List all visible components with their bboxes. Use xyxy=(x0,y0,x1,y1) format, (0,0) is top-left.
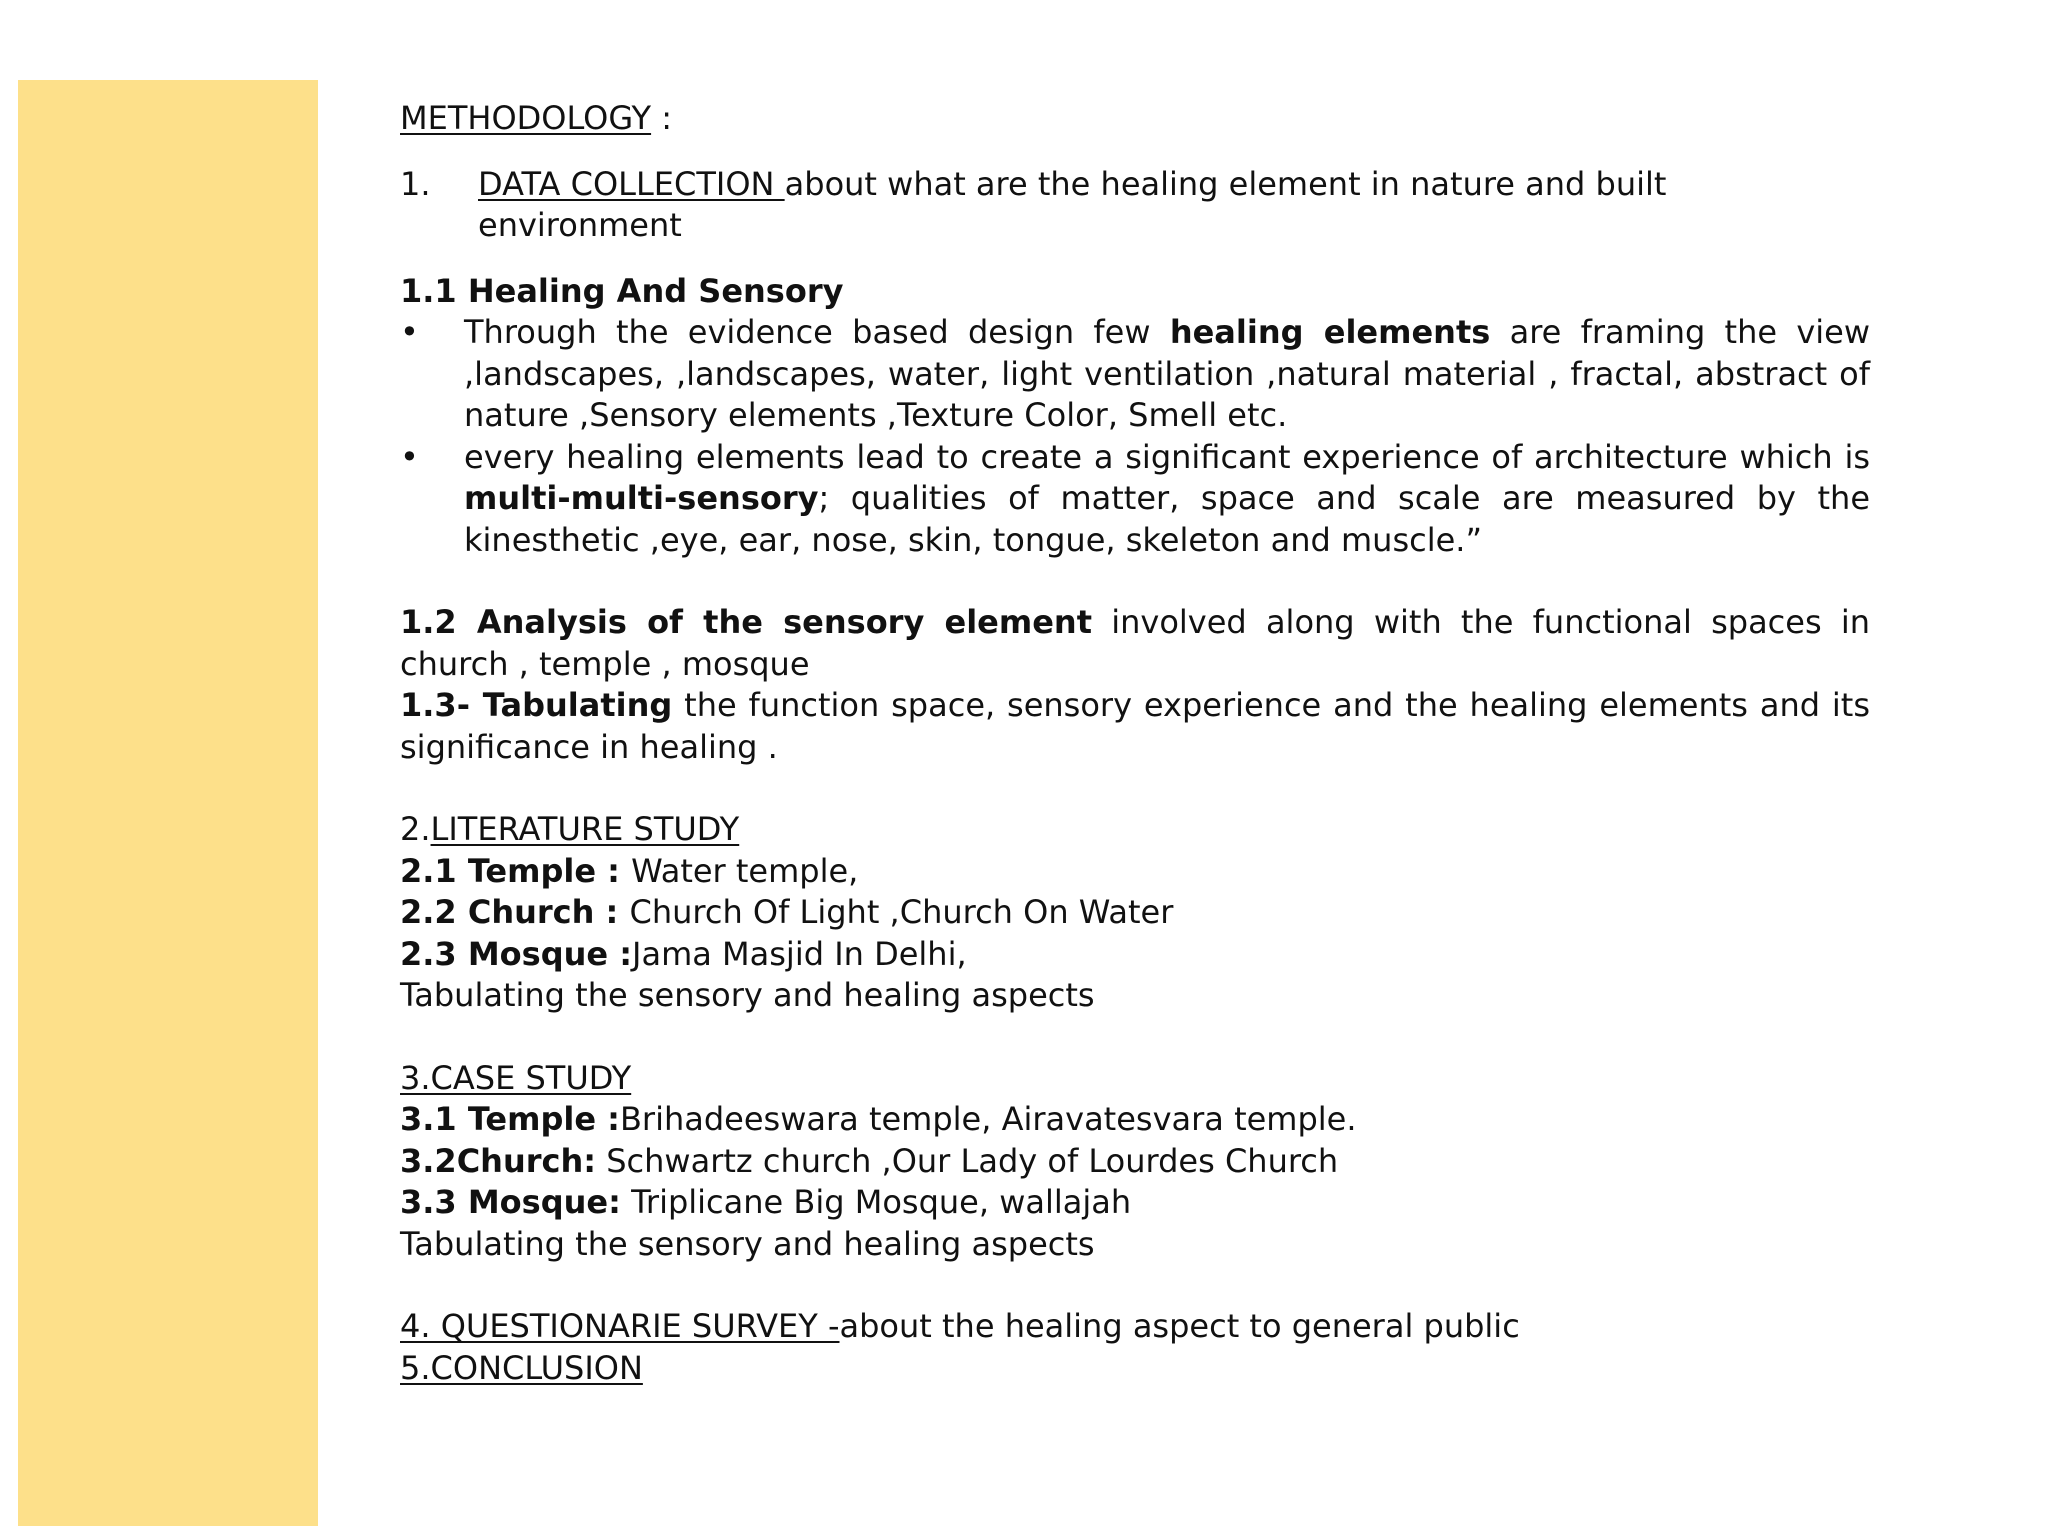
list-item xyxy=(400,1182,1870,1224)
subsection-1-3 xyxy=(400,685,1870,768)
item-label: 3.2Church: xyxy=(400,1141,597,1180)
list-item xyxy=(400,1099,1870,1141)
bullet-marker: • xyxy=(400,313,419,351)
section-4 xyxy=(400,1306,1870,1348)
methodology-heading xyxy=(400,98,1870,140)
item-label: 2.1 Temple : xyxy=(400,851,632,890)
section-1-title: DATA COLLECTION xyxy=(478,164,785,203)
item-text: Water temple, xyxy=(631,851,859,890)
item-text: Triplicane Big Mosque, wallajah xyxy=(620,1183,1132,1221)
heading-suffix: : xyxy=(651,99,673,137)
side-accent-band xyxy=(18,80,318,1526)
section-2-title: LITERATURE STUDY xyxy=(430,810,740,848)
list-item xyxy=(400,851,1870,893)
item-label: 3.3 Mosque: xyxy=(400,1183,621,1221)
bullet-marker: • xyxy=(400,437,419,476)
subsection-1-3-text: the function space, sensory experience and the healing elements and its significance in healing . xyxy=(400,686,1871,766)
section-5-title: 5.CONCLUSION xyxy=(400,1348,643,1387)
bullet-text: ; qualities of matter, space and scale are measured by the kinesthetic ,eye, ear, nose, skin, tongue, skeleton and muscle.” xyxy=(464,479,1870,559)
section-1-description: about what are the healing element in nature and built environment xyxy=(478,164,1667,244)
section-3-heading xyxy=(400,1058,1870,1100)
bullet-text: every healing elements lead to create a significant experience of architecture which is xyxy=(464,437,1870,476)
bullet-text: Through the evidence based design few xyxy=(464,313,1170,351)
item-text: Brihadeeswara temple, Airavatesvara temple. xyxy=(619,1100,1357,1138)
item-label: 2.3 Mosque : xyxy=(400,934,633,973)
section-1-heading xyxy=(400,164,1870,247)
bullet-bold-term: healing elements xyxy=(1169,313,1491,351)
list-item xyxy=(400,934,1870,976)
subsection-1-1-title: 1.1 Healing And Sensory xyxy=(400,271,844,310)
item-text: Jama Masjid In Delhi, xyxy=(632,934,967,973)
methodology-content xyxy=(400,98,1870,1389)
section-2-footer: Tabulating the sensory and healing aspects xyxy=(400,976,1095,1014)
subsection-1-2-title: 1.2 Analysis of the sensory element xyxy=(400,603,1093,641)
section-2-number: 2. xyxy=(400,810,431,848)
section-5 xyxy=(400,1348,1870,1390)
bullet-item xyxy=(400,312,1870,437)
section-3-footer: Tabulating the sensory and healing aspects xyxy=(400,1224,1095,1263)
bullet-text: are framing the view ,landscapes, ,landscapes, water, light ventilation ,natural material , fractal, abstract of nature ,Sensory elements ,Texture Color, Smell etc. xyxy=(464,313,1871,434)
section-2-heading xyxy=(400,809,1870,851)
section-4-text: about the healing aspect to general public xyxy=(839,1307,1520,1345)
list-item xyxy=(400,1141,1870,1183)
item-label: 3.1 Temple : xyxy=(400,1100,620,1138)
item-label: 2.2 Church : xyxy=(400,893,630,931)
section-1-number: 1. xyxy=(400,164,431,203)
item-text: Schwartz church ,Our Lady of Lourdes Church xyxy=(596,1141,1339,1180)
subsection-1-2-text: involved along with the functional spaces in church , temple , mosque xyxy=(400,603,1871,683)
heading-label: METHODOLOGY xyxy=(400,99,652,137)
section-4-title: 4. QUESTIONARIE SURVEY - xyxy=(400,1307,840,1345)
list-item xyxy=(400,892,1870,934)
subsection-1-1-bullets xyxy=(400,312,1870,561)
subsection-1-2 xyxy=(400,602,1870,685)
item-text: Church Of Light ,Church On Water xyxy=(629,893,1174,931)
subsection-1-3-title: 1.3- Tabulating xyxy=(400,686,673,724)
bullet-item xyxy=(400,437,1870,562)
bullet-bold-term: multi-multi-sensory xyxy=(464,479,819,517)
section-3-title: 3.CASE STUDY xyxy=(400,1058,632,1097)
